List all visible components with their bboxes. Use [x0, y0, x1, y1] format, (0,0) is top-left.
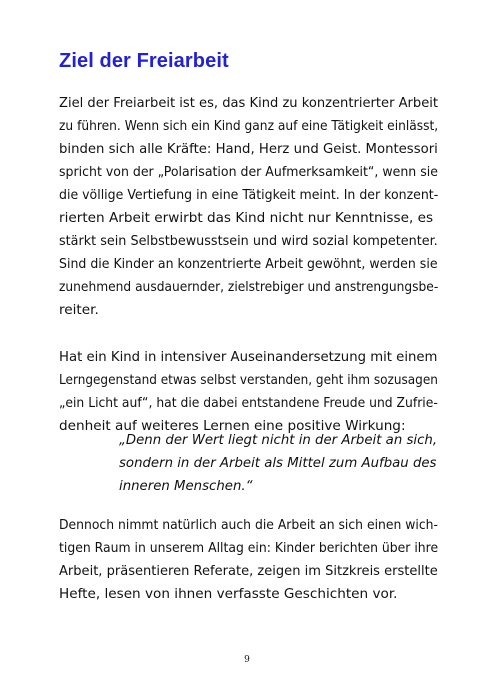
paragraph-line: Sind die Kinder an konzentrierte Arbeit gewöhnt, werden sie — [59, 256, 438, 272]
paragraph-line: stärkt sein Selbstbewusstsein und wird sozial kompetenter. — [59, 233, 438, 249]
paragraph-line: reiter. — [59, 302, 99, 318]
quote-line: inneren Menschen.“ — [119, 479, 253, 494]
paragraph-line: tigen Raum in unserem Alltag ein: Kinder berichten über ihre — [59, 540, 439, 556]
paragraph-line: Lerngegenstand etwas selbst verstanden, geht ihm sozusagen — [59, 372, 438, 388]
paragraph-line: denheit auf weiteres Lernen eine positive Wirkung: — [59, 418, 406, 434]
paragraph-line: die völlige Vertiefung in eine Tätigkeit meint. In der konzent- — [59, 187, 439, 203]
paragraph-line: Arbeit, präsentieren Referate, zeigen im Sitzkreis erstellte — [59, 563, 438, 579]
paragraph-line: Hefte, lesen von ihnen verfasste Geschichten vor. — [59, 586, 398, 602]
page-number: 9 — [244, 655, 250, 665]
paragraph-line: rierten Arbeit erwirbt das Kind nicht nur Kenntnisse, es — [59, 210, 434, 226]
paragraph-line: „ein Licht auf“, hat die dabei entstandene Freude und Zufrie- — [59, 395, 438, 411]
paragraph-line: Dennoch nimmt natürlich auch die Arbeit an sich einen wich- — [59, 517, 438, 533]
section-heading: Ziel der Freiarbeit — [59, 50, 229, 72]
paragraph-line: zunehmend ausdauernder, zielstrebiger und anstrengungsbe- — [59, 279, 439, 295]
quote-line: sondern in der Arbeit als Mittel zum Aufbau des — [119, 456, 437, 471]
paragraph-line: Hat ein Kind in intensiver Auseinandersetzung mit einem — [59, 349, 438, 365]
paragraph-line: Ziel der Freiarbeit ist es, das Kind zu konzentrierter Arbeit — [59, 95, 439, 111]
quote-line: „Denn der Wert liegt nicht in der Arbeit an sich, — [119, 433, 438, 448]
paragraph-line: spricht von der „Polarisation der Aufmerksamkeit“, wenn sie — [59, 164, 438, 180]
paragraph-line: binden sich alle Kräfte: Hand, Herz und Geist. Montessori — [59, 141, 438, 157]
paragraph-line: zu führen. Wenn sich ein Kind ganz auf eine Tätigkeit einlässt, — [59, 118, 439, 134]
